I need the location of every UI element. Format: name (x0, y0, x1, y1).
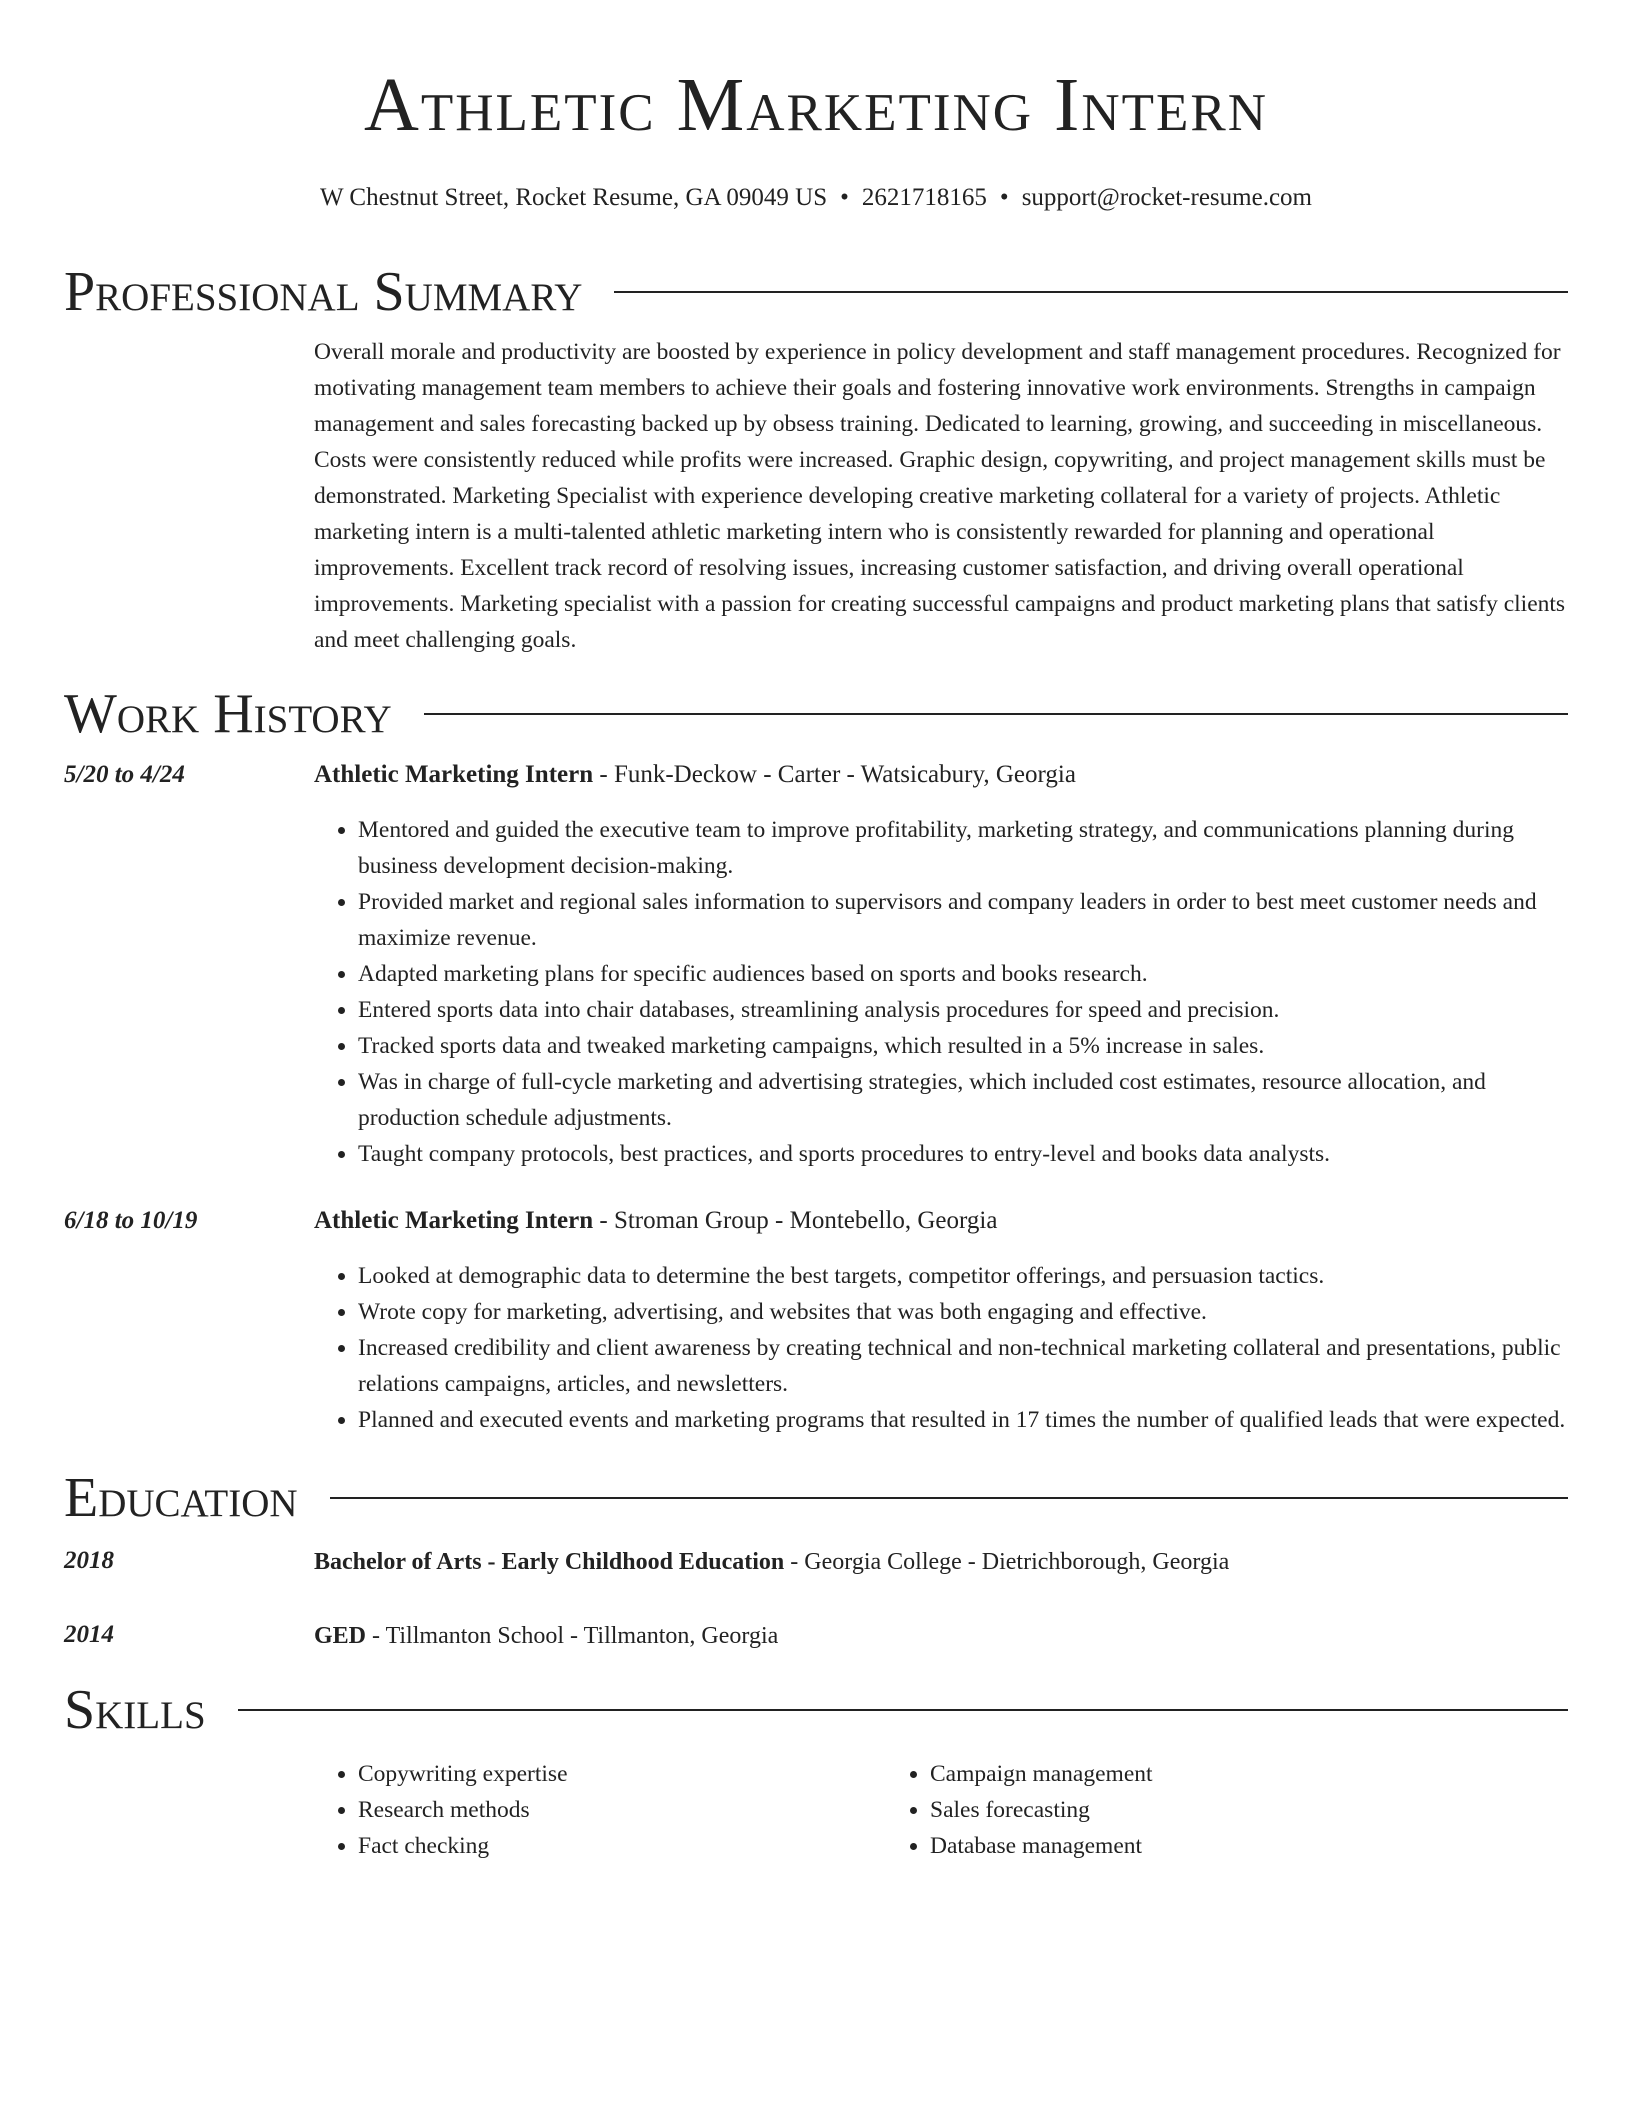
skill-item: • Research methods (358, 1792, 886, 1828)
summary-row (64, 334, 1568, 658)
summary-heading: Professional Summary (64, 261, 583, 323)
summary-section-header (64, 260, 1568, 324)
education-details: - Tillmanton School - Tillmanton, Georgia (366, 1623, 779, 1649)
education-entry (64, 1618, 1568, 1654)
skills-column-2 (886, 1756, 1458, 1864)
work-section-header (64, 682, 1568, 746)
list-item: • Wrote copy for marketing, advertising, and websites that was both engaging and effective. (358, 1294, 1568, 1330)
list-item: • Increased credibility and client awareness by creating technical and non-technical marketing collateral and presentations, public relations campaigns, articles, and newsletters. (358, 1330, 1568, 1402)
skill-item: • Sales forecasting (930, 1792, 1458, 1828)
contact-separator: • (999, 184, 1009, 211)
section-divider (330, 1497, 1568, 1499)
education-year: 2014 (64, 1621, 114, 1648)
skill-item: • Copywriting expertise (358, 1756, 886, 1792)
list-item: • Taught company protocols, best practices, and sports procedures to entry-level and books data analysts. (358, 1136, 1568, 1172)
list-item: • Entered sports data into chair databases, streamlining analysis procedures for speed and precision. (358, 992, 1568, 1028)
education-degree: Bachelor of Arts - Early Childhood Education (314, 1549, 785, 1575)
job-title: Athletic Marketing Intern (314, 761, 594, 788)
summary-text: Overall morale and productivity are boosted by experience in policy development and staff management procedures. Recognized for motivating management team members to achieve their goals and fostering innovative work environments. Strengths in campaign management and sales forecasting backed up by obsess training. Dedicated to learning, growing, and succeeding in miscellaneous. Costs were consistently reduced while profits were increased. Graphic design, copywriting, and project management skills must be demonstrated. Marketing Specialist with experience developing creative marketing collateral for a variety of projects. Athletic marketing intern is a multi-talented athletic marketing intern who is consistently rewarded for planning and operational improvements. Excellent track record of resolving issues, increasing customer satisfaction, and driving overall operational improvements. Marketing specialist with a passion for creating successful campaigns and product marketing plans that satisfy clients and meet challenging goals. (314, 339, 1566, 653)
list-item: • Tracked sports data and tweaked marketing campaigns, which resulted in a 5% increase in sales. (358, 1028, 1568, 1064)
skills-row (64, 1756, 1568, 1864)
job-entry (64, 758, 1568, 1172)
job-details: - Funk-Deckow - Carter - Watsicabury, Georgia (593, 761, 1076, 788)
job-title-line (314, 1204, 1568, 1238)
education-heading: Education (64, 1467, 298, 1529)
list-item: • Mentored and guided the executive team to improve profitability, marketing strategy, and communications planning during business development decision-making. (358, 812, 1568, 884)
job-bullets (314, 1258, 1568, 1438)
work-heading: Work History (64, 683, 392, 745)
job-details: - Stroman Group - Montebello, Georgia (593, 1207, 998, 1234)
section-divider (238, 1709, 1568, 1711)
education-year: 2018 (64, 1547, 114, 1574)
skills-heading: Skills (64, 1679, 206, 1741)
education-entry (64, 1544, 1568, 1580)
job-bullets (314, 812, 1568, 1172)
skill-item: • Fact checking (358, 1828, 886, 1864)
skills-column-1 (314, 1756, 886, 1864)
job-dates: 6/18 to 10/19 (64, 1207, 198, 1234)
job-title-line (314, 758, 1568, 792)
address: W Chestnut Street, Rocket Resume, GA 09049 US (320, 184, 828, 211)
phone: 2621718165 (861, 184, 987, 211)
education-details: - Georgia College - Dietrichborough, Georgia (784, 1549, 1230, 1575)
contact-separator: • (840, 184, 849, 211)
list-item: • Looked at demographic data to determine the best targets, competitor offerings, and persuasion tactics. (358, 1258, 1568, 1294)
contact-line (64, 182, 1568, 214)
job-dates: 5/20 to 4/24 (64, 761, 185, 788)
job-entry (64, 1204, 1568, 1438)
list-item: • Provided market and regional sales information to supervisors and company leaders in order to best meet customer needs and maximize revenue. (358, 884, 1568, 956)
job-title: Athletic Marketing Intern (314, 1207, 594, 1234)
education-section-header (64, 1466, 1568, 1530)
resume-name: Athletic Marketing Intern (363, 63, 1269, 147)
education-degree: GED (314, 1623, 367, 1649)
skill-item: • Database management (930, 1828, 1458, 1864)
skills-columns (314, 1756, 1568, 1864)
skills-section-header (64, 1678, 1568, 1742)
list-item: • Planned and executed events and marketing programs that resulted in 17 times the number of qualified leads that were expected. (358, 1402, 1568, 1438)
email: support@rocket-resume.com (1021, 184, 1312, 211)
skill-item: • Campaign management (930, 1756, 1458, 1792)
list-item: • Was in charge of full-cycle marketing and advertising strategies, which included cost estimates, resource allocation, and production schedule adjustments. (358, 1064, 1568, 1136)
list-item: • Adapted marketing plans for specific audiences based on sports and books research. (358, 956, 1568, 992)
section-divider (614, 291, 1568, 293)
section-divider (424, 713, 1568, 715)
